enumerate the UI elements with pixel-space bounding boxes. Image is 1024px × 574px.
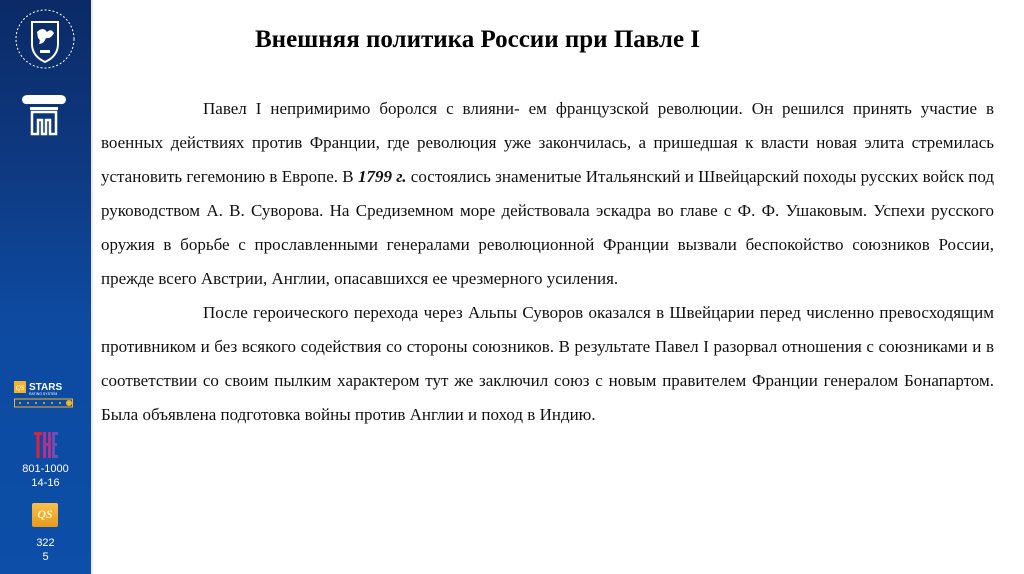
the-ranking-logo-icon	[34, 432, 58, 458]
svg-text:STARS: STARS	[29, 382, 63, 393]
the-rank-year-text: 14-16	[31, 477, 60, 489]
sidebar-divider	[91, 0, 93, 574]
svg-text:RATING SYSTEM: RATING SYSTEM	[29, 392, 58, 396]
the-rank-text: 801-1000	[22, 463, 69, 475]
ionic-column-icon	[18, 94, 70, 138]
slide-body	[101, 92, 994, 432]
qs-badge-icon: QS	[32, 503, 58, 527]
svg-text:QS: QS	[15, 384, 25, 392]
slide-title: Внешняя политика России при Павле I	[255, 26, 701, 53]
qs-rank-text: 322	[36, 537, 55, 549]
paragraph-2: После героического перехода через Альпы Суворов оказался в Швейцарии перед численно превосходящим противником и без всякого содействия со стороны союзников. В результате Павел I разорвал отношения с союзниками и в соответствии со своим пылким характером тут же заключил союз с новым правителем Франции генералом Бонапартом. Была объявлена подготовка войны против Англии и поход в Индию.	[101, 303, 994, 424]
qs-stars-rating-icon	[14, 380, 76, 410]
sidebar	[0, 0, 91, 574]
paragraph-1: Павел I непримиримо боролся с влияни- ем французской революции. Он решился принять участие в военных действиях против Франции, где революция уже закончилась, а пришедшая к власти новая элита стремилась установить гегемонию в Европе. В 1799 г. состоялись знаменитые Итальянский и Швейцарский походы русских войск под руководством А. В. Суворова. На Средиземном море действовала эскадра во главе с Ф. Ф. Ушаковым. Успехи русского оружия в борьбе с прославленными генералами революционной Франции вызвали беспокойство союзников России, прежде всего Австрии, Англии, опасавшихся ее чрезмерного усиления.	[101, 99, 994, 288]
qs-rank-sub-text: 5	[42, 551, 49, 563]
university-emblem-icon	[12, 8, 78, 70]
year-emphasis: 1799 г.	[357, 167, 407, 186]
